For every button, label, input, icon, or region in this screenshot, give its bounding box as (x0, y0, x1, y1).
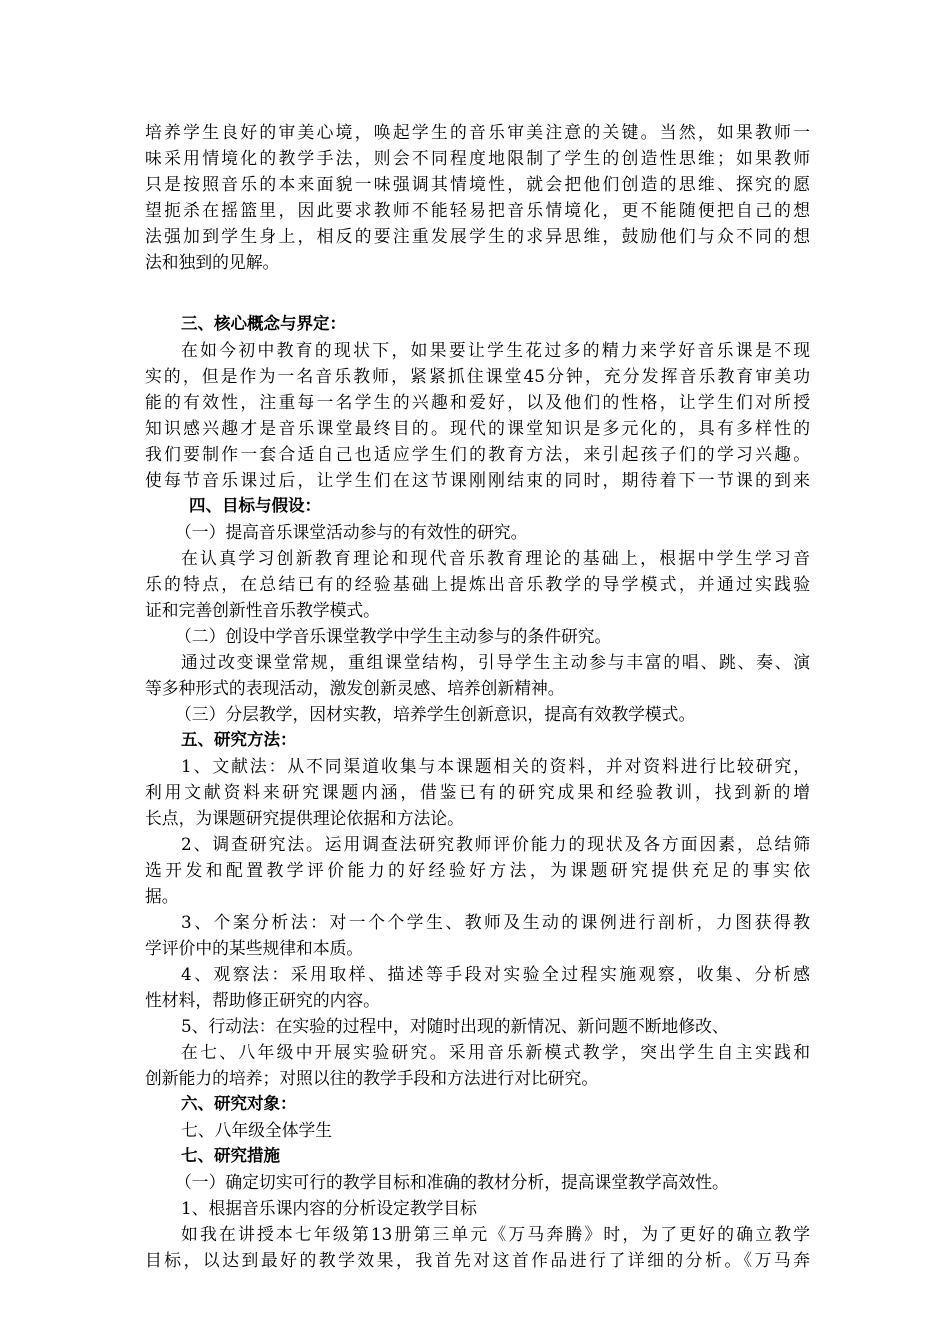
text-line: 利用文献资料来研究课题内涵，借鉴已有的研究成果和经验教训，找到新的增 (145, 782, 810, 802)
section-methods (145, 727, 810, 1091)
text-line: 3、个案分析法：对一个个学生、教师及生动的课例进行剖析，力图获得教 (181, 912, 810, 932)
section-heading: 六、研究对象： (181, 1094, 297, 1113)
text-line: 证和完善创新性音乐教学模式。 (145, 600, 380, 620)
text-line: 通过改变课堂常规，重组课堂结构，引导学生主动参与丰富的唱、跳、奏、演 (181, 652, 810, 672)
subsection-title: （三）分层教学，因材实教，培养学生创新意识，提高有效教学模式。 (175, 704, 696, 724)
intro-paragraph (145, 119, 810, 275)
subsection-title: （一）提高音乐课堂活动参与的有效性的研究。 (175, 522, 528, 542)
subsection-title: （二）创设中学音乐课堂教学中学生主动参与的条件研究。 (175, 626, 612, 646)
text-line: 我们要制作一套合适自己也适应学生们的教育方法，来引起孩子们的学习兴趣。 (145, 444, 810, 464)
text-line: 法强加到学生身上，相反的要注重发展学生的求异思维，鼓励他们与众不同的想 (145, 226, 810, 246)
text-line: 知识感兴趣才是音乐课堂最终目的。现代的课堂知识是多元化的，具有多样性的 (145, 418, 810, 438)
text-line: 味采用情境化的教学手法，则会不同程度地限制了学生的创造性思维；如果教师 (145, 148, 810, 168)
subsection-title: （一）确定切实可行的教学目标和准确的教材分析，提高课堂教学高效性。 (175, 1172, 729, 1192)
text-line: 目标，以达到最好的教学效果，我首先对这首作品进行了详细的分析。《万马奔 (145, 1250, 810, 1270)
text-line: 据。 (145, 886, 179, 906)
subsection-title: 1、根据音乐课内容的分析设定教学目标 (181, 1198, 477, 1218)
document-body (145, 119, 810, 1273)
text-line: 创新能力的培养；对照以往的教学手段和方法进行对比研究。 (145, 1068, 599, 1088)
section-heading: 三、核心概念与界定： (181, 314, 346, 333)
text-line: 4、观察法：采用取样、描述等手段对实验全过程实施观察，收集、分析感 (181, 964, 810, 984)
text-line: 实的，但是作为一名音乐教师，紧紧抓住课堂45分钟，充分发挥音乐教育审美功 (145, 366, 810, 386)
text-line: 等多种形式的表现活动，激发创新灵感、培养创新精神。 (145, 678, 565, 698)
text-line: 长点，为课题研究提供理论依据和方法论。 (145, 808, 464, 828)
text-line: 只是按照音乐的本来面貌一味强调其情境性，就会把他们创造的思维、探究的愿 (145, 174, 810, 194)
section-goals (145, 493, 810, 727)
text-line: 在如今初中教育的现状下，如果要让学生花过多的精力来学好音乐课是不现 (181, 340, 810, 360)
text-line: 望扼杀在摇篮里，因此要求教师不能轻易把音乐情境化，更不能随便把自己的想 (145, 200, 810, 220)
text-line: 5、行动法：在实验的过程中，对随时出现的新情况、新问题不断地修改、 (181, 1016, 729, 1036)
text-line: 在七、八年级中开展实验研究。采用音乐新模式教学，突出学生自主实践和 (181, 1042, 810, 1062)
text-line: 七、八年级全体学生 (181, 1120, 333, 1140)
text-line: 1、文献法：从不同渠道收集与本课题相关的资料，并对资料进行比较研究， (181, 756, 810, 776)
text-line: 学评价中的某些规律和本质。 (145, 938, 364, 958)
paragraph-gap (145, 275, 810, 301)
text-line: 选开发和配置教学评价能力的好经验好方法，为课题研究提供充足的事实依 (145, 860, 810, 880)
text-line: 如我在讲授本七年级第13册第三单元《万马奔腾》时，为了更好的确立教学 (181, 1224, 810, 1244)
text-line: 培养学生良好的审美心境，唤起学生的音乐审美注意的关键。当然，如果教师一 (145, 122, 810, 142)
text-line: 在认真学习创新教育理论和现代音乐教育理论的基础上，根据中学生学习音 (181, 548, 810, 568)
text-line: 法和独到的见解。 (145, 252, 280, 272)
text-line: 使每节音乐课过后，让学生们在这节课刚刚结束的同时，期待着下一节课的到来 (145, 470, 810, 490)
paragraph-gap (145, 301, 810, 311)
section-heading: 五、研究方法： (181, 730, 297, 749)
section-measures (145, 1143, 810, 1273)
text-line: 能的有效性，注重每一名学生的兴趣和爱好，以及他们的性格，让学生们对所授 (145, 392, 810, 412)
section-heading: 四、目标与假设： (189, 496, 321, 515)
text-line: 乐的特点，在总结已有的经验基础上提炼出音乐教学的导学模式，并通过实践验 (145, 574, 810, 594)
text-line: 性材料，帮助修正研究的内容。 (145, 990, 380, 1010)
section-subjects (145, 1091, 810, 1143)
text-line: 2、调查研究法。运用调查法研究教师评价能力的现状及各方面因素，总结筛 (181, 834, 810, 854)
section-core-concepts (145, 311, 810, 493)
section-heading: 七、研究措施 (181, 1146, 280, 1165)
